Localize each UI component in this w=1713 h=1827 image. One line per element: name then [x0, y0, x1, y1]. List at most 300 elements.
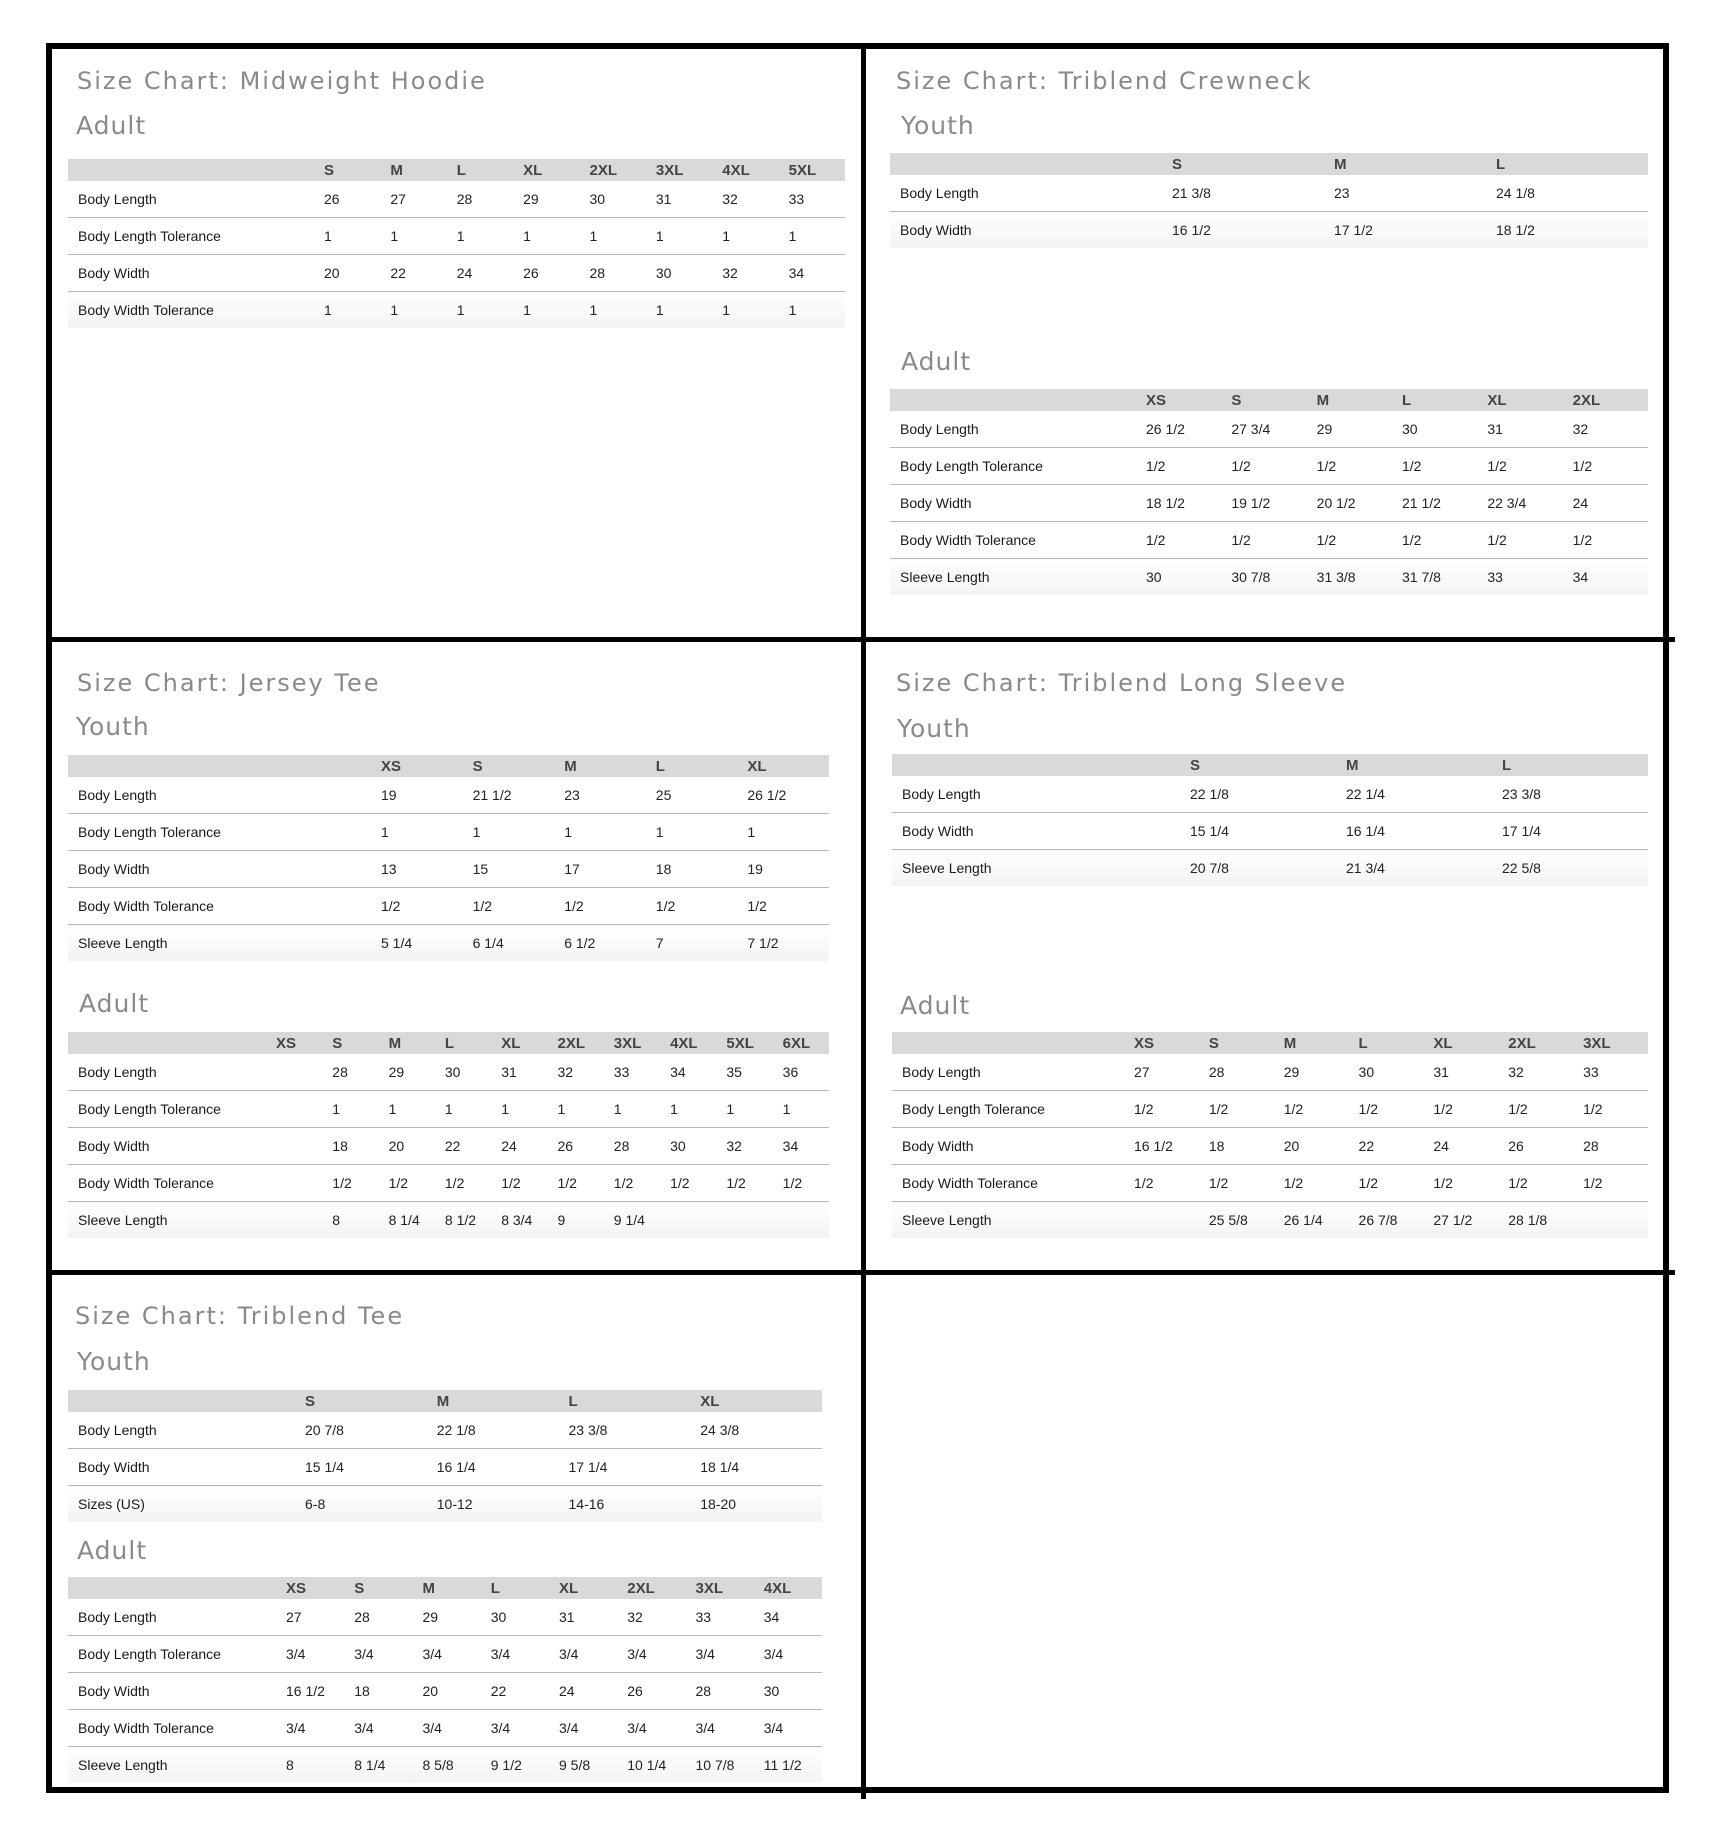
measurement-value: 3/4	[413, 1710, 481, 1747]
measurement-value: 1	[379, 1091, 435, 1128]
measurement-label: Body Length Tolerance	[68, 814, 371, 851]
measurement-value: 30	[1349, 1054, 1424, 1091]
measurement-label: Body Length	[68, 181, 314, 218]
size-table	[68, 1577, 822, 1783]
measurement-label: Body Length	[892, 776, 1180, 813]
measurement-value: 1	[646, 292, 712, 329]
measurement-value: 19 1/2	[1221, 485, 1306, 522]
measurement-value: 22 1/8	[1180, 776, 1336, 813]
measurement-value: 32	[547, 1054, 603, 1091]
measurement-label: Body Width	[68, 1128, 266, 1165]
table-row	[68, 1486, 822, 1523]
measurement-value: 1/2	[1136, 522, 1221, 559]
measurement-label: Body Width Tolerance	[892, 1165, 1124, 1202]
size-column-header: 3XL	[604, 1032, 660, 1054]
measurement-value: 6 1/2	[554, 925, 646, 962]
header-blank-cell	[68, 755, 371, 777]
measurement-value: 30	[660, 1128, 716, 1165]
size-column-header: L	[1486, 153, 1648, 175]
size-column-header: 3XL	[646, 159, 712, 181]
measurement-value: 20	[1274, 1128, 1349, 1165]
measurement-value: 1/2	[1563, 448, 1648, 485]
measurement-label: Body Length Tolerance	[68, 1636, 276, 1673]
measurement-label: Body Length	[68, 1599, 276, 1636]
measurement-value: 3/4	[686, 1636, 754, 1673]
measurement-value: 27 3/4	[1221, 411, 1306, 448]
size-table	[68, 159, 845, 328]
measurement-value: 9 1/2	[481, 1747, 549, 1784]
measurement-value: 28	[1573, 1128, 1648, 1165]
measurement-value: 7	[646, 925, 738, 962]
measurement-value: 22 3/4	[1477, 485, 1562, 522]
panel-triblend-crewneck	[866, 49, 1675, 642]
size-table	[892, 1032, 1648, 1238]
measurement-value: 10 7/8	[686, 1747, 754, 1784]
measurement-value: 17 1/2	[1324, 212, 1486, 249]
measurement-value: 1/2	[1199, 1091, 1274, 1128]
table-row	[68, 1710, 822, 1747]
measurement-value: 30	[580, 181, 646, 218]
measurement-value: 1/2	[371, 888, 463, 925]
table-row	[890, 212, 1648, 249]
measurement-value: 13	[371, 851, 463, 888]
measurement-value: 1/2	[322, 1165, 378, 1202]
size-column-header: S	[295, 1390, 427, 1412]
size-column-header: XS	[266, 1032, 322, 1054]
section-title-adult: Adult	[76, 111, 147, 140]
measurement-value: 1/2	[1477, 522, 1562, 559]
measurement-value: 26	[547, 1128, 603, 1165]
measurement-value: 26	[617, 1673, 685, 1710]
measurement-value: 1/2	[435, 1165, 491, 1202]
table-row	[892, 813, 1648, 850]
measurement-value: 26	[314, 181, 380, 218]
measurement-value	[266, 1202, 322, 1239]
table-row	[68, 292, 845, 329]
table-row	[68, 925, 829, 962]
table-row	[68, 1412, 822, 1449]
measurement-value: 8 1/4	[379, 1202, 435, 1239]
measurement-value: 22	[435, 1128, 491, 1165]
measurement-value: 1	[773, 1091, 829, 1128]
measurement-value: 8 5/8	[413, 1747, 481, 1784]
measurement-value: 24	[1423, 1128, 1498, 1165]
measurement-value: 1/2	[1392, 448, 1477, 485]
measurement-value: 3/4	[413, 1636, 481, 1673]
measurement-value: 30	[754, 1673, 822, 1710]
measurement-value: 1/2	[1199, 1165, 1274, 1202]
measurement-value: 36	[773, 1054, 829, 1091]
measurement-label: Body Width	[890, 485, 1136, 522]
measurement-label: Body Width	[68, 255, 314, 292]
measurement-label: Body Length	[890, 175, 1162, 212]
measurement-value: 16 1/4	[427, 1449, 559, 1486]
measurement-label: Body Width Tolerance	[890, 522, 1136, 559]
chart-title: Size Chart: Jersey Tee	[77, 669, 381, 697]
chart-title: Size Chart: Midweight Hoodie	[77, 67, 487, 95]
measurement-value: 17	[554, 851, 646, 888]
measurement-value: 6 1/4	[463, 925, 555, 962]
measurement-value: 30	[1392, 411, 1477, 448]
measurement-value: 9 1/4	[604, 1202, 660, 1239]
size-column-header: L	[1349, 1032, 1424, 1054]
measurement-value	[266, 1054, 322, 1091]
measurement-value: 3/4	[617, 1636, 685, 1673]
measurement-value: 1/2	[1274, 1165, 1349, 1202]
measurement-value	[1124, 1202, 1199, 1239]
measurement-value: 19	[737, 851, 829, 888]
table-row	[890, 485, 1648, 522]
measurement-value: 1	[547, 1091, 603, 1128]
table-row	[892, 1128, 1648, 1165]
size-table	[68, 755, 829, 961]
size-column-header: M	[1307, 389, 1392, 411]
measurement-value: 16 1/2	[276, 1673, 344, 1710]
table-row	[892, 1054, 1648, 1091]
measurement-value: 26 7/8	[1349, 1202, 1424, 1239]
measurement-value: 24	[447, 255, 513, 292]
measurement-value: 24 1/8	[1486, 175, 1648, 212]
size-column-header: XL	[491, 1032, 547, 1054]
measurement-label: Sizes (US)	[68, 1486, 295, 1523]
measurement-value: 9 5/8	[549, 1747, 617, 1784]
size-column-header: M	[1336, 754, 1492, 776]
measurement-label: Sleeve Length	[892, 850, 1180, 887]
measurement-value: 1/2	[1573, 1165, 1648, 1202]
table-row	[68, 1054, 829, 1091]
measurement-label: Sleeve Length	[890, 559, 1136, 596]
measurement-value: 33	[779, 181, 845, 218]
measurement-value: 1/2	[463, 888, 555, 925]
table-row	[68, 851, 829, 888]
size-column-header: 3XL	[686, 1577, 754, 1599]
size-column-header: L	[481, 1577, 549, 1599]
measurement-value: 10-12	[427, 1486, 559, 1523]
measurement-label: Body Width	[68, 851, 371, 888]
measurement-value: 1/2	[1124, 1165, 1199, 1202]
table-row	[68, 1128, 829, 1165]
panel-jersey-tee	[52, 642, 866, 1275]
measurement-value: 28 1/8	[1498, 1202, 1573, 1239]
measurement-value: 26 1/4	[1274, 1202, 1349, 1239]
header-blank-cell	[68, 159, 314, 181]
measurement-value: 1/2	[1221, 522, 1306, 559]
measurement-value: 32	[617, 1599, 685, 1636]
measurement-label: Sleeve Length	[68, 925, 371, 962]
chart-title: Size Chart: Triblend Crewneck	[896, 67, 1313, 95]
table-header-row	[68, 755, 829, 777]
size-column-header: S	[1180, 754, 1336, 776]
measurement-value: 32	[1563, 411, 1648, 448]
section-title-adult: Adult	[77, 1536, 148, 1565]
size-column-header: 5XL	[779, 159, 845, 181]
measurement-value: 29	[513, 181, 579, 218]
measurement-value: 20 1/2	[1307, 485, 1392, 522]
measurement-label: Body Length	[68, 777, 371, 814]
measurement-value: 22 1/8	[427, 1412, 559, 1449]
measurement-value: 1/2	[1307, 522, 1392, 559]
header-blank-cell	[890, 153, 1162, 175]
table-row	[68, 181, 845, 218]
measurement-value: 28	[1199, 1054, 1274, 1091]
measurement-label: Body Width	[68, 1449, 295, 1486]
measurement-value: 22	[481, 1673, 549, 1710]
header-blank-cell	[892, 1032, 1124, 1054]
size-column-header: L	[559, 1390, 691, 1412]
measurement-value: 21 3/4	[1336, 850, 1492, 887]
measurement-value: 15	[463, 851, 555, 888]
measurement-value: 1	[580, 292, 646, 329]
size-column-header: S	[463, 755, 555, 777]
measurement-value: 34	[779, 255, 845, 292]
measurement-value: 1/2	[1307, 448, 1392, 485]
measurement-value: 1	[463, 814, 555, 851]
measurement-value: 30	[435, 1054, 491, 1091]
empty-panel	[866, 1275, 1675, 1799]
measurement-value: 1/2	[1423, 1091, 1498, 1128]
size-column-header: S	[1221, 389, 1306, 411]
measurement-value: 8 1/4	[344, 1747, 412, 1784]
measurement-label: Body Width	[890, 212, 1162, 249]
measurement-value: 26	[1498, 1128, 1573, 1165]
measurement-value: 23	[1324, 175, 1486, 212]
size-column-header: XL	[1477, 389, 1562, 411]
size-column-header: L	[1392, 389, 1477, 411]
size-column-header: M	[1324, 153, 1486, 175]
size-table	[890, 389, 1648, 595]
measurement-label: Body Length	[890, 411, 1136, 448]
measurement-value: 24	[491, 1128, 547, 1165]
measurement-value: 23 3/8	[1492, 776, 1648, 813]
measurement-label: Body Length Tolerance	[890, 448, 1136, 485]
size-column-header: XL	[737, 755, 829, 777]
measurement-label: Body Length Tolerance	[892, 1091, 1124, 1128]
measurement-value: 1/2	[716, 1165, 772, 1202]
measurement-value: 34	[773, 1128, 829, 1165]
measurement-value: 1	[371, 814, 463, 851]
size-table	[890, 153, 1648, 248]
size-column-header: 2XL	[547, 1032, 603, 1054]
size-column-header: L	[646, 755, 738, 777]
table-header-row	[68, 1390, 822, 1412]
measurement-value: 11 1/2	[754, 1747, 822, 1784]
measurement-value: 14-16	[559, 1486, 691, 1523]
measurement-value: 22 1/4	[1336, 776, 1492, 813]
size-column-header: S	[344, 1577, 412, 1599]
measurement-value: 33	[604, 1054, 660, 1091]
measurement-value: 20 7/8	[1180, 850, 1336, 887]
measurement-value: 20	[314, 255, 380, 292]
measurement-value: 25 5/8	[1199, 1202, 1274, 1239]
measurement-value: 32	[712, 181, 778, 218]
measurement-value: 28	[322, 1054, 378, 1091]
measurement-value: 34	[1563, 559, 1648, 596]
table-row	[68, 1449, 822, 1486]
measurement-value: 27 1/2	[1423, 1202, 1498, 1239]
table-row	[68, 255, 845, 292]
measurement-value: 8 3/4	[491, 1202, 547, 1239]
measurement-value: 24 3/8	[690, 1412, 822, 1449]
section-title-youth: Youth	[76, 712, 150, 741]
chart-title: Size Chart: Triblend Tee	[75, 1302, 405, 1330]
measurement-value: 32	[712, 255, 778, 292]
measurement-value: 16 1/2	[1162, 212, 1324, 249]
size-table	[892, 754, 1648, 886]
measurement-value: 3/4	[686, 1710, 754, 1747]
measurement-value: 31	[491, 1054, 547, 1091]
size-column-header: L	[447, 159, 513, 181]
table-row	[890, 175, 1648, 212]
measurement-value: 18 1/2	[1136, 485, 1221, 522]
measurement-value: 15 1/4	[295, 1449, 427, 1486]
measurement-value: 3/4	[481, 1710, 549, 1747]
measurement-value: 1/2	[1136, 448, 1221, 485]
table-row	[68, 1747, 822, 1784]
measurement-value: 1	[380, 292, 446, 329]
measurement-value: 1	[712, 292, 778, 329]
measurement-value: 1	[513, 292, 579, 329]
measurement-value: 30	[646, 255, 712, 292]
measurement-value: 1/2	[1349, 1165, 1424, 1202]
measurement-value: 1/2	[547, 1165, 603, 1202]
measurement-value: 28	[686, 1673, 754, 1710]
size-column-header: M	[554, 755, 646, 777]
measurement-value: 1/2	[554, 888, 646, 925]
measurement-value: 5 1/4	[371, 925, 463, 962]
size-column-header: L	[435, 1032, 491, 1054]
measurement-label: Body Length	[892, 1054, 1124, 1091]
header-blank-cell	[892, 754, 1180, 776]
measurement-value: 18	[322, 1128, 378, 1165]
measurement-value: 3/4	[344, 1710, 412, 1747]
section-title-youth: Youth	[901, 111, 975, 140]
measurement-value: 18	[344, 1673, 412, 1710]
measurement-value	[266, 1165, 322, 1202]
measurement-value: 1/2	[737, 888, 829, 925]
header-blank-cell	[68, 1577, 276, 1599]
size-column-header: XL	[513, 159, 579, 181]
measurement-value: 21 1/2	[463, 777, 555, 814]
measurement-value: 1	[447, 218, 513, 255]
measurement-value: 3/4	[617, 1710, 685, 1747]
measurement-value: 1/2	[1563, 522, 1648, 559]
measurement-value: 22	[380, 255, 446, 292]
measurement-value: 1/2	[379, 1165, 435, 1202]
size-column-header: S	[322, 1032, 378, 1054]
size-column-header: XS	[371, 755, 463, 777]
size-column-header: S	[1162, 153, 1324, 175]
measurement-value: 31	[1477, 411, 1562, 448]
measurement-value: 21 3/8	[1162, 175, 1324, 212]
measurement-value: 26 1/2	[1136, 411, 1221, 448]
measurement-label: Body Width	[892, 813, 1180, 850]
measurement-value: 1	[779, 218, 845, 255]
header-blank-cell	[68, 1390, 295, 1412]
table-header-row	[890, 153, 1648, 175]
measurement-value	[266, 1128, 322, 1165]
measurement-value: 3/4	[276, 1636, 344, 1673]
table-row	[68, 1599, 822, 1636]
measurement-value: 1/2	[646, 888, 738, 925]
table-row	[68, 888, 829, 925]
size-table	[68, 1390, 822, 1522]
measurement-value: 22	[1349, 1128, 1424, 1165]
table-header-row	[890, 389, 1648, 411]
section-title-youth: Youth	[897, 714, 971, 743]
measurement-value: 27	[380, 181, 446, 218]
measurement-value: 1	[737, 814, 829, 851]
measurement-value: 17 1/4	[559, 1449, 691, 1486]
measurement-value: 34	[660, 1054, 716, 1091]
measurement-value: 1/2	[1498, 1165, 1573, 1202]
panel-triblend-tee	[52, 1275, 866, 1799]
size-column-header: XS	[276, 1577, 344, 1599]
size-column-header: M	[1274, 1032, 1349, 1054]
measurement-value: 28	[344, 1599, 412, 1636]
size-column-header: XL	[690, 1390, 822, 1412]
measurement-value: 1/2	[1498, 1091, 1573, 1128]
measurement-value: 1/2	[1349, 1091, 1424, 1128]
table-header-row	[68, 159, 845, 181]
measurement-value: 1	[554, 814, 646, 851]
measurement-value: 1	[322, 1091, 378, 1128]
measurement-value: 1/2	[1573, 1091, 1648, 1128]
measurement-value: 18 1/4	[690, 1449, 822, 1486]
measurement-value: 32	[1498, 1054, 1573, 1091]
measurement-value: 1/2	[491, 1165, 547, 1202]
measurement-value: 31	[549, 1599, 617, 1636]
measurement-value: 3/4	[481, 1636, 549, 1673]
size-column-header: S	[314, 159, 380, 181]
measurement-value: 10 1/4	[617, 1747, 685, 1784]
size-column-header: 3XL	[1573, 1032, 1648, 1054]
measurement-label: Body Length Tolerance	[68, 218, 314, 255]
measurement-value: 31 7/8	[1392, 559, 1477, 596]
measurement-label: Body Width Tolerance	[68, 1710, 276, 1747]
measurement-value: 8	[276, 1747, 344, 1784]
size-column-header: 2XL	[617, 1577, 685, 1599]
measurement-value: 30 7/8	[1221, 559, 1306, 596]
measurement-value: 23	[554, 777, 646, 814]
measurement-label: Body Length Tolerance	[68, 1091, 266, 1128]
measurement-value: 31	[1423, 1054, 1498, 1091]
size-column-header: 4XL	[712, 159, 778, 181]
table-row	[892, 1091, 1648, 1128]
table-row	[892, 850, 1648, 887]
measurement-value: 1	[513, 218, 579, 255]
measurement-value: 19	[371, 777, 463, 814]
section-title-adult: Adult	[79, 989, 150, 1018]
measurement-value: 24	[549, 1673, 617, 1710]
measurement-value: 1	[435, 1091, 491, 1128]
section-title-adult: Adult	[900, 991, 971, 1020]
measurement-value: 8 1/2	[435, 1202, 491, 1239]
measurement-value: 24	[1563, 485, 1648, 522]
table-row	[890, 559, 1648, 596]
measurement-value: 21 1/2	[1392, 485, 1477, 522]
measurement-value: 28	[580, 255, 646, 292]
measurement-value: 1/2	[604, 1165, 660, 1202]
measurement-value: 3/4	[344, 1636, 412, 1673]
measurement-value: 1/2	[1124, 1091, 1199, 1128]
size-chart-grid	[46, 43, 1669, 1793]
header-blank-cell	[68, 1032, 266, 1054]
measurement-label: Body Width Tolerance	[68, 1165, 266, 1202]
measurement-value: 1	[380, 218, 446, 255]
measurement-label: Body Length	[68, 1412, 295, 1449]
size-column-header: M	[413, 1577, 481, 1599]
measurement-value: 16 1/2	[1124, 1128, 1199, 1165]
